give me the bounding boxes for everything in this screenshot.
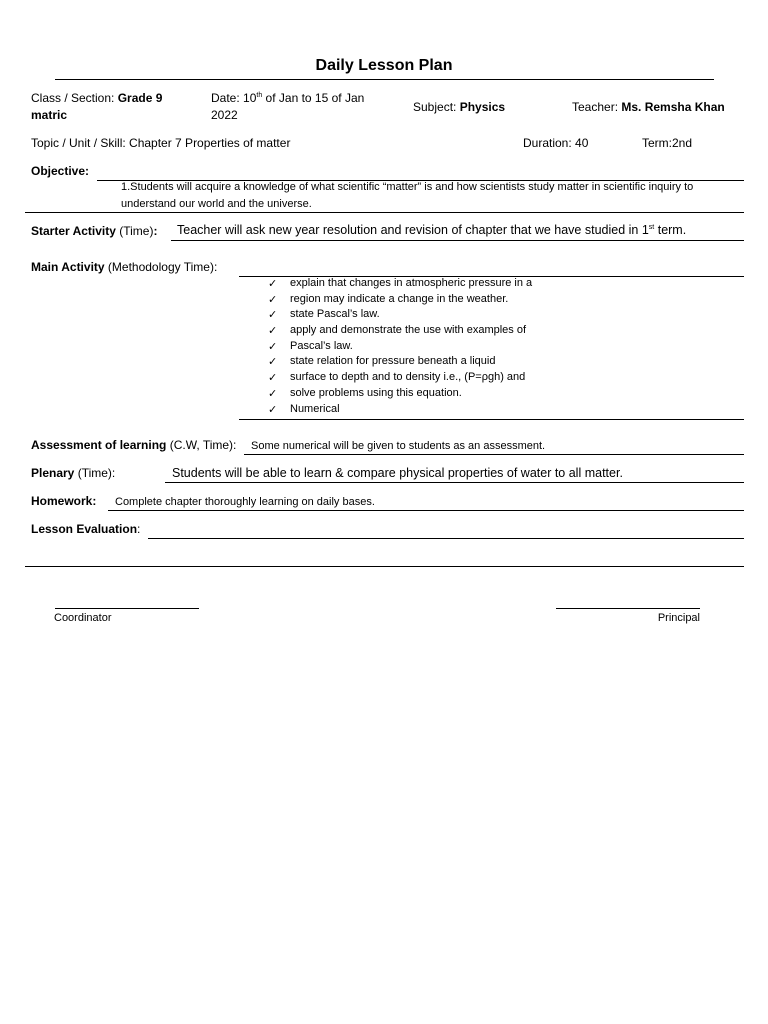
homework-underline: [108, 510, 744, 511]
checkmark-icon: ✓: [268, 355, 278, 368]
assessment-label-bold: Assessment of learning: [31, 438, 167, 452]
list-item-text: explain that changes in atmospheric pressure in a: [290, 277, 533, 289]
date-label: Date:: [211, 91, 244, 105]
checkmark-icon: ✓: [268, 293, 278, 306]
starter-text: [177, 223, 686, 237]
teacher-field: [572, 100, 725, 114]
objective-text-line1: 1.Students will acquire a knowledge of what scientific “matter” is and how scientists study matter in scientific inquiry to: [121, 181, 694, 193]
homework-label: Homework:: [31, 494, 97, 508]
assessment-label-rest: (C.W, Time):: [166, 438, 237, 452]
objective-divider: [25, 212, 744, 213]
objective-label: Objective:: [31, 164, 90, 178]
plenary-label-bold: Plenary: [31, 466, 75, 480]
checkmark-icon: ✓: [268, 340, 278, 353]
plenary-text: Students will be able to learn & compare physical properties of water to all matter.: [172, 466, 623, 480]
main-activity-bottom-line: [239, 419, 744, 420]
checkmark-icon: ✓: [268, 371, 278, 384]
starter-label-colon: :: [153, 224, 158, 238]
topic-field: Topic / Unit / Skill: Chapter 7 Properties of matter: [31, 136, 291, 150]
teacher-value: Ms. Remsha Khan: [621, 100, 725, 114]
checkmark-icon: ✓: [268, 403, 278, 416]
evaluation-label-rest: :: [137, 522, 141, 536]
principal-label: Principal: [657, 612, 700, 624]
starter-label-rest: (Time): [115, 224, 154, 238]
checkmark-icon: ✓: [268, 324, 278, 337]
checkmark-icon: ✓: [268, 387, 278, 400]
homework-text: Complete chapter thoroughly learning on daily bases.: [115, 496, 375, 508]
plenary-underline: [165, 482, 744, 483]
evaluation-underline: [148, 538, 744, 539]
evaluation-label: [31, 522, 140, 536]
list-item-text: apply and demonstrate the use with examples of: [290, 324, 527, 336]
list-item-text: surface to depth and to density i.e., (P=ρgh) and: [290, 371, 526, 383]
plenary-label: [31, 466, 115, 480]
main-activity-label: [31, 260, 217, 274]
term-field: Term:2nd: [642, 136, 693, 150]
list-item-text: region may indicate a change in the weather.: [290, 293, 509, 305]
date-rest: of Jan to 15 of Jan: [262, 91, 365, 105]
starter-underline: [171, 240, 744, 241]
checkmark-icon: ✓: [268, 277, 278, 290]
coordinator-signature-line: [55, 608, 199, 609]
form-bottom-divider: [25, 566, 744, 567]
title-underline: [55, 79, 714, 80]
assessment-underline: [244, 454, 744, 455]
list-item-text: solve problems using this equation.: [290, 387, 462, 399]
class-value: Grade 9: [117, 91, 163, 105]
assessment-text: Some numerical will be given to students as an assessment.: [251, 440, 546, 452]
list-item-text: state Pascal’s law.: [290, 308, 380, 320]
plenary-label-rest: (Time):: [74, 466, 116, 480]
class-value-cont: matric: [31, 108, 68, 122]
main-activity-label-bold: Main Activity: [31, 260, 105, 274]
starter-label-bold: Starter Activity: [31, 224, 116, 238]
evaluation-label-bold: Lesson Evaluation: [31, 522, 138, 536]
date-field: [211, 91, 364, 105]
starter-text-sup: st: [648, 223, 655, 231]
list-item-text: Pascal’s law.: [290, 340, 353, 352]
subject-field: [413, 100, 505, 114]
starter-text-end: term.: [654, 223, 687, 237]
principal-signature-line: [556, 608, 700, 609]
date-day: 10: [243, 91, 257, 105]
starter-label: [31, 224, 157, 238]
starter-text-main: Teacher will ask new year resolution and revision of chapter that we have studied in 1: [177, 223, 649, 237]
main-activity-label-rest: (Methodology Time):: [104, 260, 218, 274]
duration-field: Duration: 40: [523, 136, 589, 150]
list-item-text: state relation for pressure beneath a liquid: [290, 355, 496, 367]
page-title: Daily Lesson Plan: [315, 57, 453, 74]
coordinator-label: Coordinator: [54, 612, 112, 624]
date-year: 2022: [211, 108, 238, 122]
list-item-text: Numerical: [290, 403, 340, 415]
checkmark-icon: ✓: [268, 308, 278, 321]
objective-text-line2: understand our world and the universe.: [121, 198, 312, 210]
date-sup: th: [256, 92, 263, 99]
class-section-field: [31, 91, 162, 105]
subject-label: Subject:: [413, 100, 460, 114]
class-label: Class / Section:: [31, 91, 118, 105]
subject-value: Physics: [459, 100, 506, 114]
teacher-label: Teacher:: [572, 100, 622, 114]
assessment-label: [31, 438, 236, 452]
